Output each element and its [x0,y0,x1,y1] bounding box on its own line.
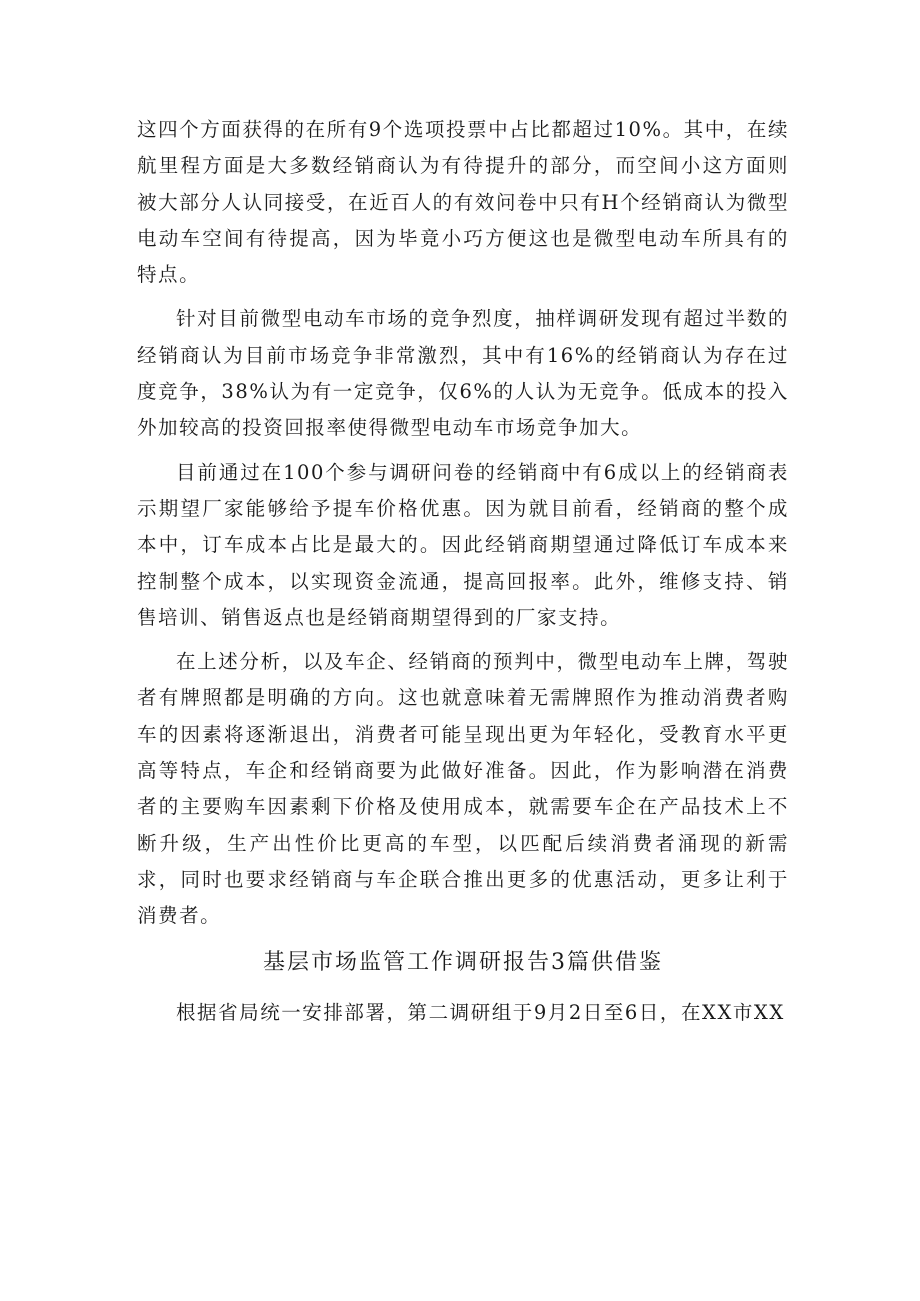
paragraph-competition: 针对目前微型电动车市场的竞争烈度，抽样调研发现有超过半数的经销商认为目前市场竞争非常激烈，其中有16%的经销商认为存在过度竞争，38%认为有一定竞争，仅6%的人认为无竞争。低成本的投入外加较高的投资回报率使得微型电动车市场竞争加大。 [137,307,789,440]
paragraph-outlook: 在上述分析，以及车企、经销商的预判中，微型电动车上牌，驾驶者有牌照都是明确的方向。这也就意味着无需牌照作为推动消费者购车的因素将逐渐退出，消费者可能呈现出更为年轻化，受教育水平更高等特点，车企和经销商要为此做好准备。因此，作为影响潜在消费者的主要购车因素剩下价格及使用成本，就需要车企在产品技术上不断升级，生产出性价比更高的车型，以匹配后续消费者涌现的新需求，同时也要求经销商与车企联合推出更多的优惠活动，更多让利于消费者。 [137,650,789,928]
paragraph-report-intro: 根据省局统一安排部署，第二调研组于9月2日至6日，在XX市XX [176,1000,785,1024]
section-heading: 基层市场监管工作调研报告3篇供借鉴 [263,949,663,975]
paragraph-survey-results: 这四个方面获得的在所有9个选项投票中占比都超过10%。其中，在续航里程方面是大多数经销商认为有待提升的部分，而空间小这方面则被大部分人认同接受，在近百人的有效问卷中只有H个经销商认为微型电动车空间有待提高，因为毕竟小巧方便这也是微型电动车所具有的特点。 [137,118,789,287]
document-body [137,112,789,1039]
paragraph-dealer-expectations: 目前通过在100个参与调研问卷的经销商中有6成以上的经销商表示期望厂家能够给予提车价格优惠。因为就目前看，经销商的整个成本中，订车成本占比是最大的。因此经销商期望通过降低订车成本来控制整个成本，以实现资金流通，提高回报率。此外，维修支持、销售培训、销售返点也是经销商期望得到的厂家支持。 [137,460,789,629]
